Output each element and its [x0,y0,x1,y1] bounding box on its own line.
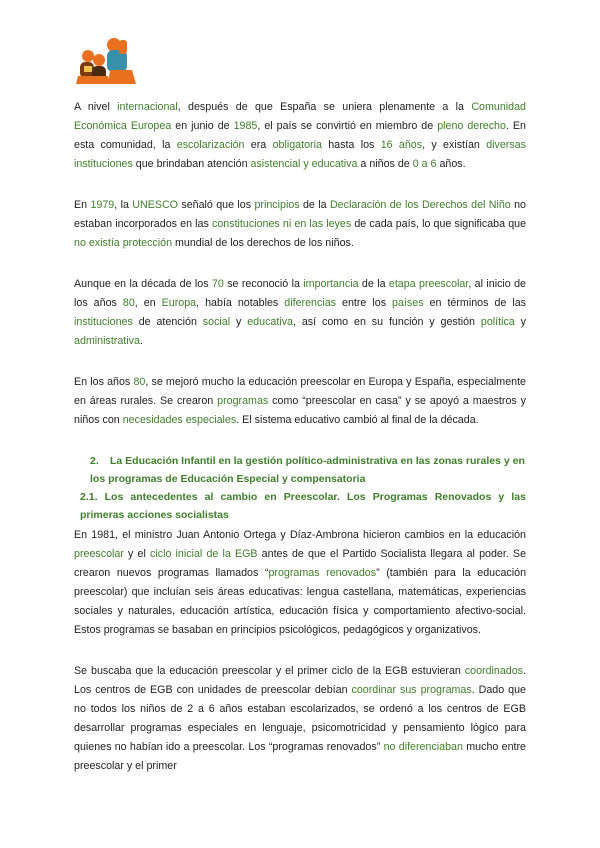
highlighted-term: social [202,316,231,328]
text-segment: A nivel [74,101,118,113]
highlighted-term: coordinar sus programas [351,684,472,696]
highlighted-term: no diferenciaban [383,741,463,753]
highlighted-term: principios [254,199,300,211]
text-segment: mundial de los derechos de los niños. [172,237,354,249]
text-segment: de la [299,199,330,211]
text-segment: de la [358,278,389,290]
text-segment: mucho entre preescolar y el primer [74,741,526,772]
highlighted-term: política [480,316,515,328]
text-segment: de cada país, lo que significaba que [351,218,527,230]
highlighted-term: 1985 [233,120,258,132]
text-segment: se reconoció la [223,278,304,290]
text-segment: y el [123,548,151,560]
text-segment: , el país se convirtió en miembro de [257,120,438,132]
highlighted-term: instituciones [74,316,133,328]
paragraph-2 [74,196,526,253]
text-segment: . [139,335,143,347]
text-segment: . Los centros de EGB con unidades de preescolar debían [74,665,526,696]
text-segment: como “preescolar en casa” y se apoyó a maestros y niños con [74,395,527,426]
text-segment: En los años [74,376,134,388]
section-title: La Educación Infantil en la gestión político-administrativa en las zonas rurales y en los programas de Educación Especial y compensatoria [90,455,525,485]
highlighted-term: 70 [211,278,224,290]
section-number: 2. [90,455,99,467]
text-segment: señaló que los [178,199,255,211]
document-body [74,98,526,776]
text-segment: , al inicio de los años [74,278,526,309]
highlighted-term: educativa [247,316,293,328]
highlighted-term: programas [217,395,269,407]
text-segment: y [230,316,248,328]
highlighted-term: Comunidad Económica Europea [74,101,526,132]
highlighted-term: preescolar [74,548,124,560]
highlighted-term: coordinados [464,665,524,677]
highlighted-term: pleno derecho [437,120,506,132]
text-segment: hasta los [321,139,381,151]
highlighted-term: programas renovados [268,567,377,579]
text-segment: no estaban incorporados en las [74,199,527,230]
text-segment: años. [436,158,466,170]
highlighted-term: constituciones ni en las leyes [212,218,352,230]
text-segment: entre los [335,297,393,309]
text-segment: , se mejoró mucho la educación preescolar en Europa y España, especialmente en áreas rurales. Se crearon [74,376,526,407]
highlighted-term: obligatoria [272,139,322,151]
highlighted-term: 0 a 6 [412,158,437,170]
paragraph-3 [74,275,526,351]
highlighted-term: internacional [117,101,178,113]
highlighted-term: diversas instituciones [74,139,526,170]
highlighted-term: no existía protección [74,237,173,249]
highlighted-term: Europa [161,297,197,309]
highlighted-term: asistencial y educativa [250,158,358,170]
highlighted-term: 1979 [90,199,115,211]
highlighted-term: UNESCO [132,199,178,211]
text-segment: . En esta comunidad, la [74,120,526,151]
text-segment: , la [114,199,133,211]
text-segment: de atención [132,316,203,328]
paragraph-1 [74,98,526,174]
text-segment: ” (también para la educación preescolar) que incluían seis áreas educativas: lengua castellana, matemáticas, experiencias sociales y naturales, educación artística, educación física y comportamiento afectivo-social. Estos programas se basaban en principios psicológicos, pedagógicos y organizativos. [74,567,527,636]
text-segment: , después de que España se uniera plenamente a la [177,101,472,113]
highlighted-term: importancia [303,278,359,290]
text-segment: antes de que el Partido Socialista llegara al poder. Se crearon nuevos programas llamados “ [74,548,527,579]
highlighted-term: 80 [122,297,135,309]
highlighted-term: escolarización [176,139,245,151]
text-segment: y [514,316,526,328]
highlighted-term: diferencias [284,297,336,309]
text-segment: que brindaban atención [132,158,251,170]
highlighted-term: Declaración de los Derechos del Niño [329,199,511,211]
highlighted-term: administrativa [74,335,140,347]
highlighted-term: 16 años [380,139,423,151]
text-segment: Aunque en la década de los [74,278,212,290]
text-segment: En [74,199,91,211]
text-segment: Se buscaba que la educación preescolar y el primer ciclo de la EGB estuvieran [74,665,465,677]
section-heading [90,452,526,488]
subsection-heading: 2.1. Los antecedentes al cambio en Preescolar. Los Programas Renovados y las primeras acciones socialistas [80,491,526,521]
text-segment: . Dado que no todos los niños de 2 a 6 años estaban escolarizados, se ordenó a los centros de EGB desarrollar programas especiales en lenguaje, psicomotricidad y pensamiento lógico para quienes no habían ido a preescolar. Los “programas renovados” [74,684,526,753]
text-segment: , así como en su función y gestión [293,316,481,328]
paragraph-5 [74,526,526,640]
text-segment: a niños de [357,158,413,170]
children-reading-logo-icon [74,36,140,86]
highlighted-term: países [392,297,424,309]
highlighted-term: ciclo inicial de la EGB [150,548,258,560]
text-segment: , había notables [196,297,285,309]
text-segment: . El sistema educativo cambió al final de la década. [236,414,479,426]
text-segment: , en [134,297,162,309]
paragraph-6 [74,662,526,776]
highlighted-term: etapa preescolar [388,278,469,290]
text-segment: era [244,139,273,151]
paragraph-4 [74,373,526,430]
highlighted-term: 80 [133,376,146,388]
text-segment: , y existían [422,139,487,151]
text-segment: en términos de las [423,297,527,309]
text-segment: En 1981, el ministro Juan Antonio Ortega y Díaz-Ambrona hicieron cambios en la educación [74,529,526,541]
text-segment: en junio de [171,120,234,132]
highlighted-term: necesidades especiales [122,414,237,426]
